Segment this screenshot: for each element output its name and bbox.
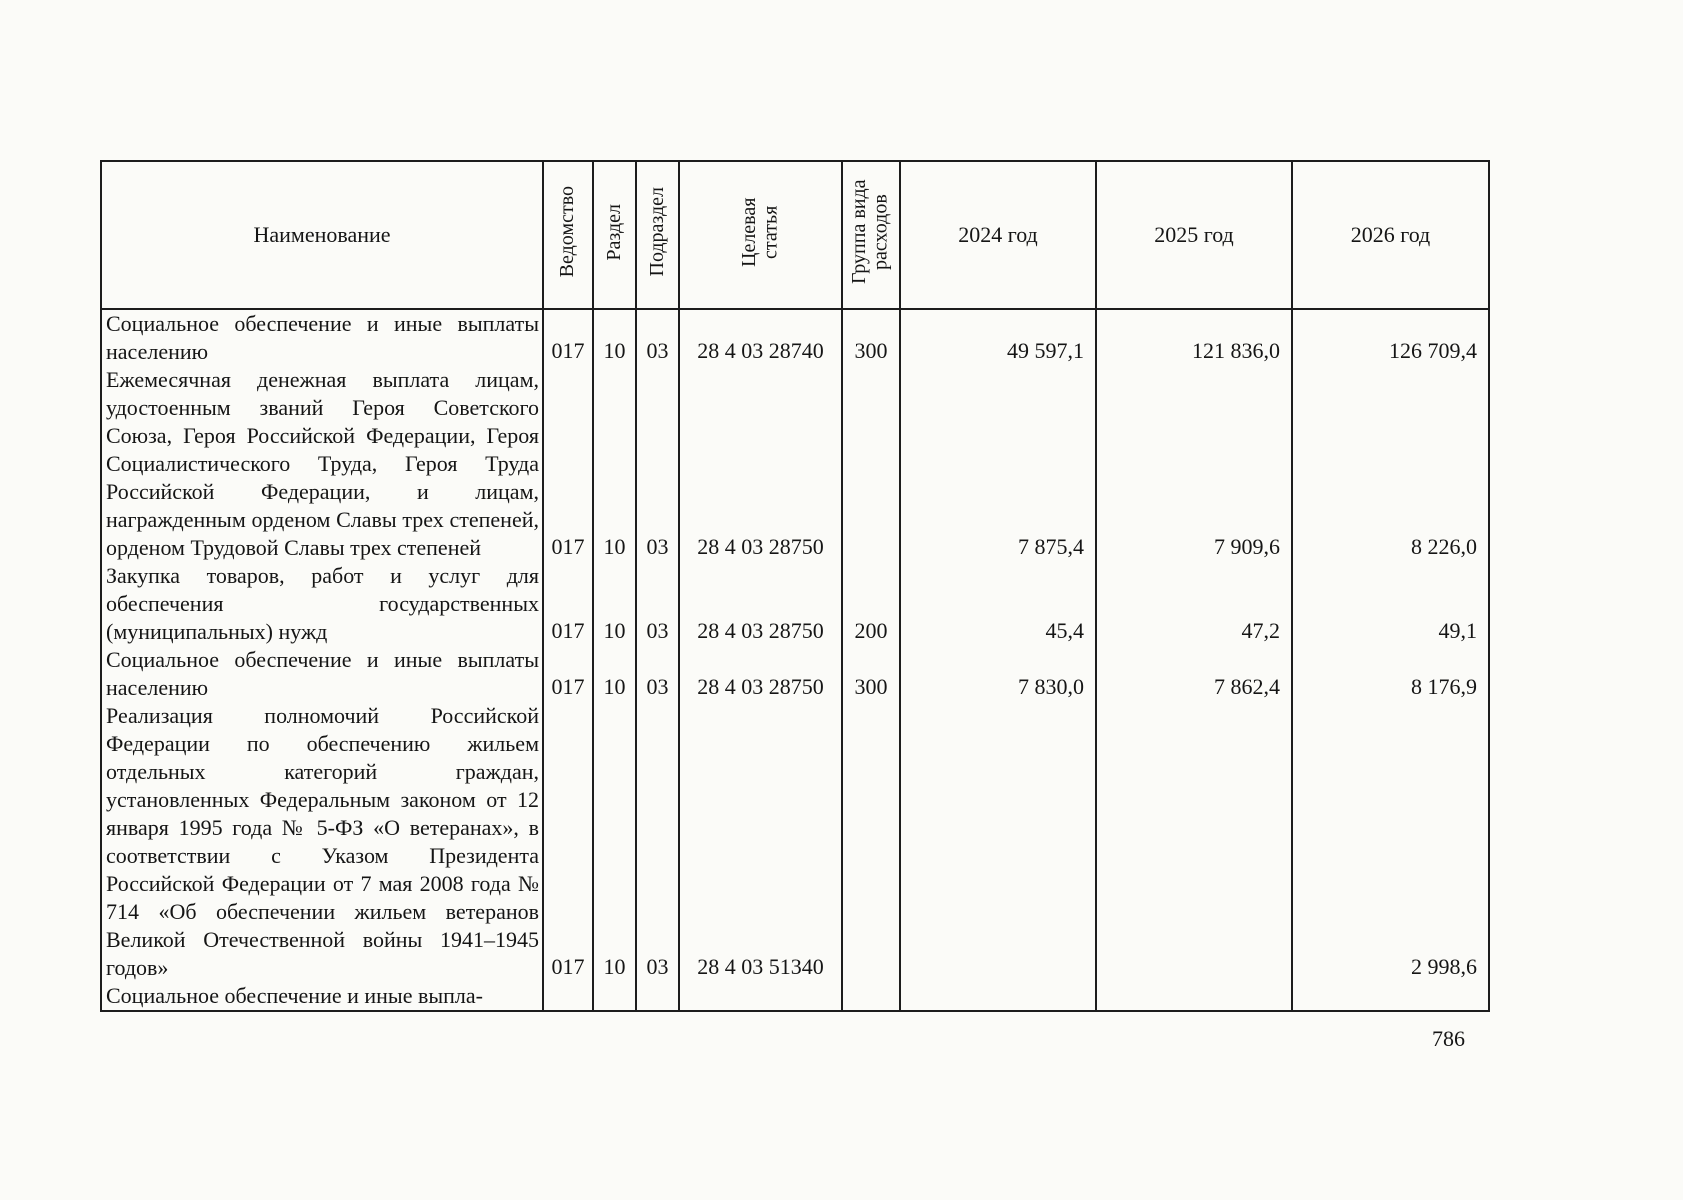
header-cell-2025 <box>1096 161 1292 309</box>
cell-2026 <box>1292 982 1489 1011</box>
cell-vedomstvo: 017 <box>543 702 593 982</box>
cell-2024 <box>900 982 1096 1011</box>
header-podrazdel-label: Подраздел <box>645 187 668 277</box>
cell-2025: 47,2 <box>1096 562 1292 646</box>
header-group-label: Группа вида расходов <box>848 179 892 285</box>
cell-2024: 7 830,0 <box>900 646 1096 702</box>
table-row <box>101 309 1489 366</box>
table-row <box>101 982 1489 1011</box>
cell-name: Ежемесячная денежная выплата лицам, удостоенным званий Героя Советского Союза, Героя Российской Федерации, Героя Социалистического Труда, Героя Труда Российской Федерации, и лицам, награжденным орденом Славы трех степеней, орденом Трудовой Славы трех степеней <box>101 366 543 562</box>
cell-2025 <box>1096 702 1292 982</box>
header-cell-razdel <box>593 161 636 309</box>
cell-razdel: 10 <box>593 309 636 366</box>
cell-2024: 49 597,1 <box>900 309 1096 366</box>
cell-article: 28 4 03 28750 <box>679 646 842 702</box>
header-cell-name <box>101 161 543 309</box>
cell-vedomstvo: 017 <box>543 366 593 562</box>
cell-article: 28 4 03 28750 <box>679 366 842 562</box>
header-2025-label: 2025 год <box>1154 222 1234 247</box>
cell-2024 <box>900 702 1096 982</box>
budget-table-section <box>100 160 1490 1012</box>
cell-article: 28 4 03 28750 <box>679 562 842 646</box>
header-2024-label: 2024 год <box>958 222 1038 247</box>
header-name-label: Наименование <box>253 222 391 247</box>
cell-razdel <box>593 982 636 1011</box>
cell-vedomstvo: 017 <box>543 562 593 646</box>
cell-2026: 2 998,6 <box>1292 702 1489 982</box>
table-row <box>101 366 1489 562</box>
table-row <box>101 562 1489 646</box>
cell-group: 300 <box>842 646 900 702</box>
cell-2026: 49,1 <box>1292 562 1489 646</box>
header-cell-2026 <box>1292 161 1489 309</box>
cell-2026: 8 226,0 <box>1292 366 1489 562</box>
cell-group: 300 <box>842 309 900 366</box>
table-header-row <box>101 161 1489 309</box>
header-cell-vedomstvo <box>543 161 593 309</box>
cell-group: 200 <box>842 562 900 646</box>
budget-table <box>100 160 1490 1012</box>
header-article-label: Целевая статья <box>737 197 782 267</box>
cell-2026: 8 176,9 <box>1292 646 1489 702</box>
cell-2024: 7 875,4 <box>900 366 1096 562</box>
cell-group <box>842 982 900 1011</box>
cell-vedomstvo <box>543 982 593 1011</box>
header-cell-group <box>842 161 900 309</box>
cell-podrazdel: 03 <box>636 646 679 702</box>
cell-2025: 7 862,4 <box>1096 646 1292 702</box>
table-row <box>101 646 1489 702</box>
cell-group <box>842 702 900 982</box>
cell-name: Реализация полномочий Российской Федерации по обеспечению жильем отдельных категорий граждан, установленных Федеральным законом от 12 января 1995 года № 5-ФЗ «О ветеранах», в соответствии с Указом Президента Российской Федерации от 7 мая 2008 года № 714 «Об обеспечении жильем ветеранов Великой Отечественной войны 1941–1945 годов» <box>101 702 543 982</box>
cell-razdel: 10 <box>593 366 636 562</box>
cell-2025: 7 909,6 <box>1096 366 1292 562</box>
cell-podrazdel: 03 <box>636 702 679 982</box>
header-cell-article <box>679 161 842 309</box>
header-vedomstvo-label: Ведомство <box>556 186 579 278</box>
cell-podrazdel: 03 <box>636 309 679 366</box>
cell-vedomstvo: 017 <box>543 646 593 702</box>
cell-razdel: 10 <box>593 562 636 646</box>
cell-article: 28 4 03 28740 <box>679 309 842 366</box>
header-razdel-label: Раздел <box>602 203 625 261</box>
cell-name: Социальное обеспечение и иные выплаты населению <box>101 309 543 366</box>
cell-2026: 126 709,4 <box>1292 309 1489 366</box>
cell-podrazdel <box>636 982 679 1011</box>
cell-group <box>842 366 900 562</box>
header-cell-podrazdel <box>636 161 679 309</box>
cell-podrazdel: 03 <box>636 366 679 562</box>
cell-razdel: 10 <box>593 702 636 982</box>
cell-name: Социальное обеспечение и иные выплаты населению <box>101 646 543 702</box>
table-row <box>101 702 1489 982</box>
cell-article: 28 4 03 51340 <box>679 702 842 982</box>
cell-name: Закупка товаров, работ и услуг для обеспечения государственных (муниципальных) нужд <box>101 562 543 646</box>
cell-2024: 45,4 <box>900 562 1096 646</box>
cell-vedomstvo: 017 <box>543 309 593 366</box>
header-cell-2024 <box>900 161 1096 309</box>
page-number: 786 <box>1432 1026 1465 1051</box>
cell-razdel: 10 <box>593 646 636 702</box>
cell-2025: 121 836,0 <box>1096 309 1292 366</box>
cell-2025 <box>1096 982 1292 1011</box>
header-2026-label: 2026 год <box>1350 222 1431 247</box>
cell-article <box>679 982 842 1011</box>
cell-name: Социальное обеспечение и иные выпла- <box>101 982 543 1011</box>
cell-podrazdel: 03 <box>636 562 679 646</box>
